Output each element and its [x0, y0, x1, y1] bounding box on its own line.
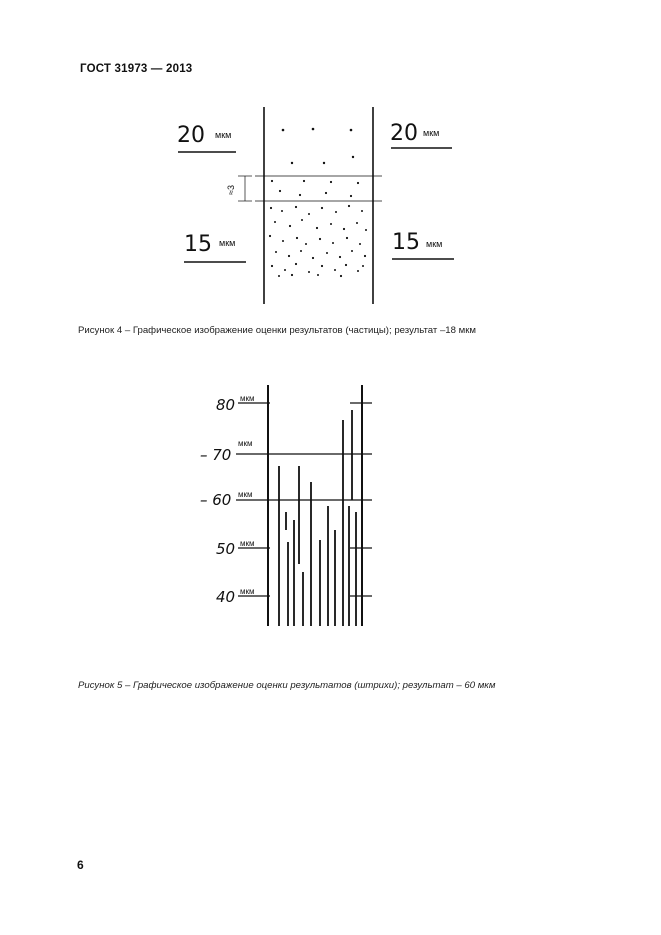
- particles-bottom: [269, 205, 367, 277]
- tick-80-unit: мкм: [240, 394, 255, 403]
- right-bottom-value: 15: [392, 230, 420, 255]
- tick-60-unit: мкм: [238, 490, 253, 499]
- tick-50-unit: мкм: [240, 539, 255, 548]
- tick-70-value: – 70: [200, 446, 232, 464]
- particles-top: [282, 128, 354, 165]
- left-top-unit: мкм: [215, 130, 232, 140]
- band-width-label: ≈3: [226, 185, 236, 195]
- tick-70: [200, 439, 253, 464]
- figure-5-strokes: [0, 370, 661, 640]
- figure-5-caption: Рисунок 5 – Графическое изображение оценки результатов (штрихи); результат – 60 мкм: [78, 680, 496, 691]
- figure-4-caption: Рисунок 4 – Графическое изображение оценки результатов (частицы); результат –18 мкм: [78, 325, 477, 336]
- page-number: 6: [77, 858, 84, 872]
- figure-4-particles: [0, 0, 661, 320]
- right-bottom-unit: мкм: [426, 239, 443, 249]
- right-top-value: 20: [390, 121, 418, 146]
- tick-80: [216, 394, 255, 414]
- document-header: ГОСТ 31973 — 2013: [80, 63, 193, 75]
- tick-60-value: – 60: [200, 491, 232, 509]
- tick-80-value: 80: [216, 396, 236, 414]
- right-top-unit: мкм: [423, 128, 440, 138]
- strokes: [279, 410, 356, 626]
- left-top-value: 20: [177, 123, 205, 148]
- left-bottom-unit: мкм: [219, 238, 236, 248]
- tick-50-value: 50: [216, 540, 236, 558]
- tick-70-unit: мкм: [238, 439, 253, 448]
- tick-40-unit: мкм: [240, 587, 255, 596]
- tick-40-value: 40: [216, 588, 236, 606]
- particles-band: [271, 180, 359, 197]
- left-bottom-value: 15: [184, 232, 212, 257]
